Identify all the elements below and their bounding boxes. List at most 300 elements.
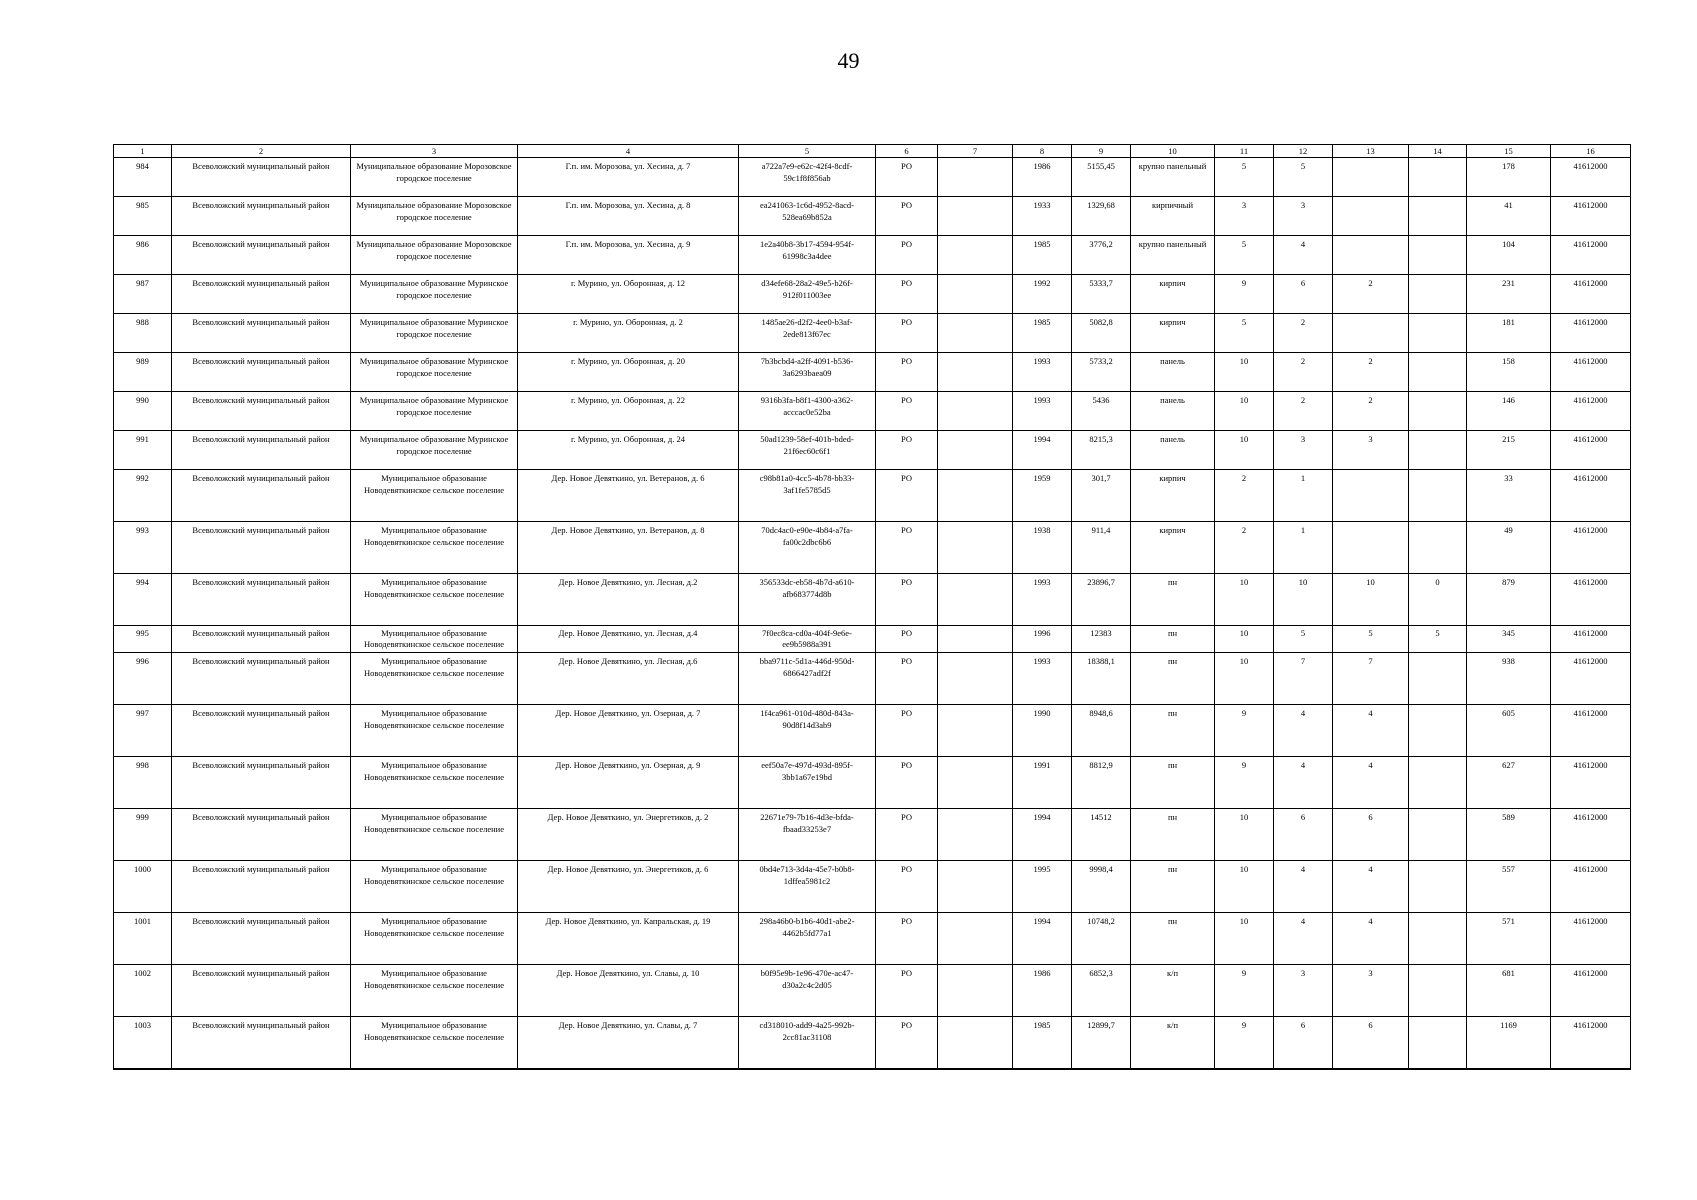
table-row xyxy=(114,522,1631,574)
table-cell-col-2: Всеволожский муниципальный район xyxy=(172,1017,351,1069)
table-cell-col-5: 7b3bcbd4-a2ff-4091-b536-3a6293baea09 xyxy=(739,353,876,392)
table-cell-col-8: 1993 xyxy=(1013,353,1072,392)
table-cell-col-5: 9316b3fa-b8f1-4300-a362-acccac0e52ba xyxy=(739,392,876,431)
table-cell-col-10: кирпич xyxy=(1131,275,1215,314)
table-cell-col-12: 1 xyxy=(1274,522,1333,574)
table-cell-col-4: Дер. Новое Девяткино, ул. Славы, д. 10 xyxy=(518,965,739,1017)
table-cell-col-16: 41612000 xyxy=(1551,757,1631,809)
table-cell-col-7 xyxy=(938,158,1013,197)
table-cell-col-16: 41612000 xyxy=(1551,626,1631,653)
table-cell-col-3: Муниципальное образование Новодевяткинское сельское поселение xyxy=(351,1017,518,1069)
table-cell-col-4: Дер. Новое Девяткино, ул. Лесная, д.4 xyxy=(518,626,739,653)
table-cell-col-10: пн xyxy=(1131,705,1215,757)
table-cell-col-3: Муниципальное образование Новодевяткинское сельское поселение xyxy=(351,913,518,965)
table-cell-col-6: РО xyxy=(876,431,938,470)
table-cell-col-5: cd318010-add9-4a25-992b-2cc81ac31108 xyxy=(739,1017,876,1069)
table-cell-col-8: 1986 xyxy=(1013,965,1072,1017)
table-cell-col-10: панель xyxy=(1131,431,1215,470)
table-cell-col-10: пн xyxy=(1131,574,1215,626)
table-row xyxy=(114,861,1631,913)
table-cell-col-15: 231 xyxy=(1467,275,1551,314)
table-cell-col-12: 2 xyxy=(1274,392,1333,431)
table-cell-col-2: Всеволожский муниципальный район xyxy=(172,353,351,392)
table-cell-col-7 xyxy=(938,913,1013,965)
table-cell-col-9: 8812,9 xyxy=(1072,757,1131,809)
table-cell-col-16: 41612000 xyxy=(1551,809,1631,861)
table-cell-col-6: РО xyxy=(876,236,938,275)
table-cell-col-4: Дер. Новое Девяткино, ул. Энергетиков, д. 2 xyxy=(518,809,739,861)
table-cell-col-10: панель xyxy=(1131,353,1215,392)
table-row xyxy=(114,353,1631,392)
table-cell-col-7 xyxy=(938,653,1013,705)
table-cell-col-4: Г.п. им. Морозова, ул. Хесина, д. 7 xyxy=(518,158,739,197)
table-cell-col-11: 9 xyxy=(1215,965,1274,1017)
table-cell-col-14 xyxy=(1409,522,1467,574)
table-cell-col-16: 41612000 xyxy=(1551,965,1631,1017)
table-cell-col-5: ea241063-1c6d-4952-8acd-528ea69b852a xyxy=(739,197,876,236)
column-header-7: 7 xyxy=(938,145,1013,158)
table-cell-col-15: 215 xyxy=(1467,431,1551,470)
table-cell-col-2: Всеволожский муниципальный район xyxy=(172,574,351,626)
table-cell-col-8: 1993 xyxy=(1013,392,1072,431)
table-cell-col-7 xyxy=(938,757,1013,809)
column-header-15: 15 xyxy=(1467,145,1551,158)
table-cell-col-5: b0f95e9b-1e96-470e-ac47-d30a2c4c2d05 xyxy=(739,965,876,1017)
table-cell-col-9: 12383 xyxy=(1072,626,1131,653)
table-cell-col-2: Всеволожский муниципальный район xyxy=(172,392,351,431)
table-cell-col-3: Муниципальное образование Муринское городское поселение xyxy=(351,392,518,431)
table-cell-col-15: 879 xyxy=(1467,574,1551,626)
column-header-16: 16 xyxy=(1551,145,1631,158)
table-cell-col-9: 5333,7 xyxy=(1072,275,1131,314)
table-cell-col-5: a722a7e9-e62c-42f4-8cdf-59c1f8f856ab xyxy=(739,158,876,197)
table-cell-col-4: Дер. Новое Девяткино, ул. Энергетиков, д. 6 xyxy=(518,861,739,913)
table-cell-col-1: 990 xyxy=(114,392,172,431)
table-cell-col-7 xyxy=(938,197,1013,236)
table-cell-col-1: 994 xyxy=(114,574,172,626)
table-row xyxy=(114,913,1631,965)
table-cell-col-14 xyxy=(1409,809,1467,861)
table-cell-col-9: 10748,2 xyxy=(1072,913,1131,965)
table-cell-col-2: Всеволожский муниципальный район xyxy=(172,861,351,913)
table-cell-col-13 xyxy=(1333,197,1409,236)
table-cell-col-11: 10 xyxy=(1215,653,1274,705)
table-cell-col-13: 4 xyxy=(1333,757,1409,809)
table-cell-col-11: 10 xyxy=(1215,431,1274,470)
table-cell-col-15: 104 xyxy=(1467,236,1551,275)
table-cell-col-11: 5 xyxy=(1215,314,1274,353)
table-cell-col-5: bba9711c-5d1a-446d-950d-6866427adf2f xyxy=(739,653,876,705)
table-cell-col-3: Муниципальное образование Муринское городское поселение xyxy=(351,353,518,392)
table-cell-col-15: 1169 xyxy=(1467,1017,1551,1069)
table-cell-col-13: 2 xyxy=(1333,392,1409,431)
table-cell-col-11: 10 xyxy=(1215,913,1274,965)
table-cell-col-13: 10 xyxy=(1333,574,1409,626)
table-cell-col-4: г. Мурино, ул. Оборонная, д. 22 xyxy=(518,392,739,431)
table-cell-col-2: Всеволожский муниципальный район xyxy=(172,705,351,757)
table-row xyxy=(114,197,1631,236)
table-cell-col-9: 23896,7 xyxy=(1072,574,1131,626)
table-cell-col-6: РО xyxy=(876,158,938,197)
table-row xyxy=(114,392,1631,431)
table-cell-col-9: 5082,8 xyxy=(1072,314,1131,353)
column-header-13: 13 xyxy=(1333,145,1409,158)
table-cell-col-10: пн xyxy=(1131,653,1215,705)
table-cell-col-14 xyxy=(1409,197,1467,236)
table-cell-col-1: 995 xyxy=(114,626,172,653)
table-cell-col-11: 3 xyxy=(1215,197,1274,236)
table-cell-col-14: 5 xyxy=(1409,626,1467,653)
table-cell-col-6: РО xyxy=(876,522,938,574)
table-cell-col-11: 9 xyxy=(1215,1017,1274,1069)
table-cell-col-8: 1993 xyxy=(1013,653,1072,705)
table-cell-col-5: 1e2a40b8-3b17-4594-954f-61998c3a4dee xyxy=(739,236,876,275)
column-header-8: 8 xyxy=(1013,145,1072,158)
table-cell-col-8: 1985 xyxy=(1013,314,1072,353)
table-cell-col-1: 1002 xyxy=(114,965,172,1017)
table-cell-col-8: 1990 xyxy=(1013,705,1072,757)
table-cell-col-12: 6 xyxy=(1274,809,1333,861)
table-cell-col-3: Муниципальное образование Новодевяткинское сельское поселение xyxy=(351,522,518,574)
table-cell-col-8: 1938 xyxy=(1013,522,1072,574)
table-cell-col-11: 9 xyxy=(1215,757,1274,809)
table-cell-col-4: Дер. Новое Девяткино, ул. Лесная, д.6 xyxy=(518,653,739,705)
table-cell-col-13: 6 xyxy=(1333,1017,1409,1069)
table-cell-col-2: Всеволожский муниципальный район xyxy=(172,965,351,1017)
table-cell-col-4: г. Мурино, ул. Оборонная, д. 2 xyxy=(518,314,739,353)
table-cell-col-8: 1985 xyxy=(1013,236,1072,275)
table-cell-col-9: 9998,4 xyxy=(1072,861,1131,913)
table-cell-col-15: 345 xyxy=(1467,626,1551,653)
table-row xyxy=(114,1017,1631,1069)
table-row xyxy=(114,314,1631,353)
table-cell-col-3: Муниципальное образование Новодевяткинское сельское поселение xyxy=(351,757,518,809)
table-cell-col-10: крупно панельный xyxy=(1131,236,1215,275)
table-cell-col-4: Дер. Новое Девяткино, ул. Лесная, д.2 xyxy=(518,574,739,626)
table-cell-col-7 xyxy=(938,705,1013,757)
table-cell-col-12: 4 xyxy=(1274,705,1333,757)
table-cell-col-15: 158 xyxy=(1467,353,1551,392)
table-cell-col-8: 1985 xyxy=(1013,1017,1072,1069)
table-cell-col-9: 1329,68 xyxy=(1072,197,1131,236)
table-cell-col-2: Всеволожский муниципальный район xyxy=(172,809,351,861)
table-cell-col-1: 998 xyxy=(114,757,172,809)
table-cell-col-13 xyxy=(1333,470,1409,522)
table-cell-col-8: 1996 xyxy=(1013,626,1072,653)
table-cell-col-13 xyxy=(1333,236,1409,275)
table-cell-col-13: 6 xyxy=(1333,809,1409,861)
table-cell-col-12: 4 xyxy=(1274,861,1333,913)
table-cell-col-10: пн xyxy=(1131,861,1215,913)
table-cell-col-14 xyxy=(1409,392,1467,431)
table-cell-col-4: Г.п. им. Морозова, ул. Хесина, д. 9 xyxy=(518,236,739,275)
table-cell-col-1: 997 xyxy=(114,705,172,757)
table-cell-col-13: 7 xyxy=(1333,653,1409,705)
table-cell-col-15: 146 xyxy=(1467,392,1551,431)
table-cell-col-7 xyxy=(938,809,1013,861)
table-cell-col-11: 5 xyxy=(1215,236,1274,275)
table-cell-col-8: 1994 xyxy=(1013,809,1072,861)
table-cell-col-12: 3 xyxy=(1274,197,1333,236)
table-cell-col-8: 1995 xyxy=(1013,861,1072,913)
table-cell-col-10: кирпич xyxy=(1131,470,1215,522)
table-cell-col-16: 41612000 xyxy=(1551,158,1631,197)
table-cell-col-14 xyxy=(1409,757,1467,809)
table-cell-col-13: 5 xyxy=(1333,626,1409,653)
table-cell-col-3: Муниципальное образование Муринское городское поселение xyxy=(351,314,518,353)
table-cell-col-16: 41612000 xyxy=(1551,431,1631,470)
table-cell-col-7 xyxy=(938,236,1013,275)
table-cell-col-16: 41612000 xyxy=(1551,861,1631,913)
column-header-6: 6 xyxy=(876,145,938,158)
table-row xyxy=(114,965,1631,1017)
table-cell-col-5: 298a46b0-b1b6-40d1-abe2-4462b5fd77a1 xyxy=(739,913,876,965)
table-cell-col-3: Муниципальное образование Новодевяткинское сельское поселение xyxy=(351,626,518,653)
table-cell-col-9: 6852,3 xyxy=(1072,965,1131,1017)
table-cell-col-6: РО xyxy=(876,353,938,392)
table-cell-col-2: Всеволожский муниципальный район xyxy=(172,158,351,197)
table-row xyxy=(114,574,1631,626)
table-cell-col-7 xyxy=(938,431,1013,470)
table-row xyxy=(114,809,1631,861)
table-cell-col-16: 41612000 xyxy=(1551,1017,1631,1069)
table-cell-col-4: Дер. Новое Девяткино, ул. Ветеранов, д. 8 xyxy=(518,522,739,574)
table-cell-col-8: 1993 xyxy=(1013,574,1072,626)
table-cell-col-12: 2 xyxy=(1274,314,1333,353)
table-cell-col-3: Муниципальное образование Новодевяткинское сельское поселение xyxy=(351,653,518,705)
table-cell-col-16: 41612000 xyxy=(1551,353,1631,392)
table-cell-col-3: Муниципальное образование Новодевяткинское сельское поселение xyxy=(351,861,518,913)
table-cell-col-1: 991 xyxy=(114,431,172,470)
table-cell-col-16: 41612000 xyxy=(1551,574,1631,626)
table-cell-col-10: панель xyxy=(1131,392,1215,431)
table-cell-col-2: Всеволожский муниципальный район xyxy=(172,626,351,653)
table-cell-col-7 xyxy=(938,965,1013,1017)
table-cell-col-14 xyxy=(1409,158,1467,197)
table-cell-col-4: г. Мурино, ул. Оборонная, д. 20 xyxy=(518,353,739,392)
column-header-3: 3 xyxy=(351,145,518,158)
table-cell-col-5: eef50a7e-497d-493d-895f-3bb1a67e19bd xyxy=(739,757,876,809)
table-cell-col-6: РО xyxy=(876,574,938,626)
table-cell-col-10: крупно панельный xyxy=(1131,158,1215,197)
table-cell-col-15: 938 xyxy=(1467,653,1551,705)
table-cell-col-6: РО xyxy=(876,913,938,965)
table-cell-col-4: г. Мурино, ул. Оборонная, д. 24 xyxy=(518,431,739,470)
table-cell-col-8: 1994 xyxy=(1013,431,1072,470)
table-cell-col-15: 49 xyxy=(1467,522,1551,574)
table-cell-col-1: 987 xyxy=(114,275,172,314)
table-cell-col-12: 4 xyxy=(1274,913,1333,965)
table-cell-col-8: 1992 xyxy=(1013,275,1072,314)
table-cell-col-16: 41612000 xyxy=(1551,470,1631,522)
table-cell-col-7 xyxy=(938,275,1013,314)
table-row xyxy=(114,431,1631,470)
table-cell-col-6: РО xyxy=(876,965,938,1017)
table-cell-col-6: РО xyxy=(876,314,938,353)
table-cell-col-13: 2 xyxy=(1333,353,1409,392)
table-cell-col-13: 4 xyxy=(1333,913,1409,965)
table-cell-col-15: 557 xyxy=(1467,861,1551,913)
table-cell-col-1: 992 xyxy=(114,470,172,522)
table-row xyxy=(114,705,1631,757)
table-cell-col-7 xyxy=(938,522,1013,574)
table-cell-col-12: 5 xyxy=(1274,158,1333,197)
table-cell-col-5: 70dc4ac0-e90e-4b84-a7fa-fa00c2dbc6b6 xyxy=(739,522,876,574)
table-cell-col-10: кирпич xyxy=(1131,314,1215,353)
table-cell-col-4: Дер. Новое Девяткино, ул. Озерная, д. 9 xyxy=(518,757,739,809)
table-cell-col-15: 178 xyxy=(1467,158,1551,197)
table-cell-col-14: 0 xyxy=(1409,574,1467,626)
table-cell-col-4: Дер. Новое Девяткино, ул. Славы, д. 7 xyxy=(518,1017,739,1069)
table-cell-col-11: 9 xyxy=(1215,705,1274,757)
table-cell-col-2: Всеволожский муниципальный район xyxy=(172,757,351,809)
table-cell-col-12: 1 xyxy=(1274,470,1333,522)
table-cell-col-11: 2 xyxy=(1215,522,1274,574)
table-cell-col-11: 10 xyxy=(1215,626,1274,653)
table-cell-col-1: 999 xyxy=(114,809,172,861)
table-cell-col-5: c98b81a0-4cc5-4b78-bb33-3af1fe5785d5 xyxy=(739,470,876,522)
table-cell-col-8: 1959 xyxy=(1013,470,1072,522)
table-cell-col-15: 681 xyxy=(1467,965,1551,1017)
table-cell-col-14 xyxy=(1409,913,1467,965)
column-header-11: 11 xyxy=(1215,145,1274,158)
table-cell-col-16: 41612000 xyxy=(1551,314,1631,353)
table-cell-col-9: 8215,3 xyxy=(1072,431,1131,470)
table-cell-col-14 xyxy=(1409,470,1467,522)
table-cell-col-5: 0bd4e713-3d4a-45e7-b0b8-1dffea5981c2 xyxy=(739,861,876,913)
table-cell-col-9: 911,4 xyxy=(1072,522,1131,574)
table-cell-col-3: Муниципальное образование Новодевяткинское сельское поселение xyxy=(351,470,518,522)
table-cell-col-3: Муниципальное образование Новодевяткинское сельское поселение xyxy=(351,809,518,861)
table-cell-col-11: 10 xyxy=(1215,809,1274,861)
table-cell-col-14 xyxy=(1409,653,1467,705)
table-cell-col-3: Муниципальное образование Муринское городское поселение xyxy=(351,431,518,470)
table-cell-col-2: Всеволожский муниципальный район xyxy=(172,431,351,470)
table-cell-col-9: 5436 xyxy=(1072,392,1131,431)
table-cell-col-1: 984 xyxy=(114,158,172,197)
table-cell-col-6: РО xyxy=(876,653,938,705)
table-cell-col-11: 10 xyxy=(1215,574,1274,626)
table-cell-col-2: Всеволожский муниципальный район xyxy=(172,470,351,522)
table-cell-col-2: Всеволожский муниципальный район xyxy=(172,913,351,965)
table-cell-col-1: 988 xyxy=(114,314,172,353)
table-cell-col-16: 41612000 xyxy=(1551,653,1631,705)
table-cell-col-9: 8948,6 xyxy=(1072,705,1131,757)
table-cell-col-5: 22671e79-7b16-4d3e-bfda-fbaad33253e7 xyxy=(739,809,876,861)
table-cell-col-10: пн xyxy=(1131,757,1215,809)
table-cell-col-8: 1991 xyxy=(1013,757,1072,809)
table-cell-col-13 xyxy=(1333,314,1409,353)
table-cell-col-9: 14512 xyxy=(1072,809,1131,861)
table-cell-col-16: 41612000 xyxy=(1551,236,1631,275)
table-body xyxy=(114,158,1631,1069)
table-cell-col-6: РО xyxy=(876,275,938,314)
page-number: 49 xyxy=(837,48,860,73)
table-cell-col-7 xyxy=(938,470,1013,522)
table-cell-col-14 xyxy=(1409,236,1467,275)
table-cell-col-3: Муниципальное образование Новодевяткинское сельское поселение xyxy=(351,965,518,1017)
table-cell-col-2: Всеволожский муниципальный район xyxy=(172,197,351,236)
table-cell-col-4: г. Мурино, ул. Оборонная, д. 12 xyxy=(518,275,739,314)
table-cell-col-7 xyxy=(938,574,1013,626)
table-cell-col-6: РО xyxy=(876,757,938,809)
table-cell-col-12: 4 xyxy=(1274,757,1333,809)
table-cell-col-13: 4 xyxy=(1333,861,1409,913)
table-cell-col-4: Дер. Новое Девяткино, ул. Озерная, д. 7 xyxy=(518,705,739,757)
table-cell-col-12: 5 xyxy=(1274,626,1333,653)
table-cell-col-3: Муниципальное образование Морозовское городское поселение xyxy=(351,197,518,236)
table-cell-col-3: Муниципальное образование Новодевяткинское сельское поселение xyxy=(351,574,518,626)
table-cell-col-10: пн xyxy=(1131,809,1215,861)
table-cell-col-7 xyxy=(938,626,1013,653)
table-cell-col-13: 4 xyxy=(1333,705,1409,757)
table-cell-col-11: 10 xyxy=(1215,392,1274,431)
table-cell-col-1: 986 xyxy=(114,236,172,275)
table-cell-col-4: Дер. Новое Девяткино, ул. Ветеранов, д. 6 xyxy=(518,470,739,522)
table-cell-col-7 xyxy=(938,392,1013,431)
table-cell-col-10: кирпич xyxy=(1131,522,1215,574)
table-cell-col-9: 301,7 xyxy=(1072,470,1131,522)
table-cell-col-8: 1994 xyxy=(1013,913,1072,965)
table-cell-col-5: 50ad1239-58ef-401b-bded-21f6ec60c6f1 xyxy=(739,431,876,470)
table-cell-col-16: 41612000 xyxy=(1551,197,1631,236)
table-cell-col-4: Дер. Новое Девяткино, ул. Капральская, д. 19 xyxy=(518,913,739,965)
table-cell-col-3: Муниципальное образование Морозовское городское поселение xyxy=(351,236,518,275)
table-cell-col-14 xyxy=(1409,965,1467,1017)
table-cell-col-14 xyxy=(1409,353,1467,392)
table-cell-col-15: 605 xyxy=(1467,705,1551,757)
table-cell-col-5: 1485ae26-d2f2-4ee0-b3af-2ede813f67ec xyxy=(739,314,876,353)
column-header-9: 9 xyxy=(1072,145,1131,158)
table-cell-col-11: 2 xyxy=(1215,470,1274,522)
table-cell-col-1: 993 xyxy=(114,522,172,574)
table-cell-col-9: 3776,2 xyxy=(1072,236,1131,275)
table-cell-col-7 xyxy=(938,314,1013,353)
table-cell-col-6: РО xyxy=(876,809,938,861)
header-row xyxy=(114,145,1631,158)
table-cell-col-14 xyxy=(1409,314,1467,353)
table-cell-col-15: 33 xyxy=(1467,470,1551,522)
table-cell-col-2: Всеволожский муниципальный район xyxy=(172,314,351,353)
table-cell-col-2: Всеволожский муниципальный район xyxy=(172,522,351,574)
table-cell-col-8: 1986 xyxy=(1013,158,1072,197)
table-row xyxy=(114,653,1631,705)
table-cell-col-2: Всеволожский муниципальный район xyxy=(172,236,351,275)
column-header-1: 1 xyxy=(114,145,172,158)
table-cell-col-5: d34efe68-28a2-49e5-b26f-912f011003ee xyxy=(739,275,876,314)
table-row xyxy=(114,236,1631,275)
table-cell-col-14 xyxy=(1409,861,1467,913)
table-cell-col-9: 5155,45 xyxy=(1072,158,1131,197)
table-cell-col-1: 996 xyxy=(114,653,172,705)
table-cell-col-15: 589 xyxy=(1467,809,1551,861)
table-cell-col-13 xyxy=(1333,522,1409,574)
table-cell-col-11: 5 xyxy=(1215,158,1274,197)
table-cell-col-13 xyxy=(1333,158,1409,197)
table-cell-col-16: 41612000 xyxy=(1551,522,1631,574)
table-cell-col-15: 627 xyxy=(1467,757,1551,809)
table-row xyxy=(114,158,1631,197)
table-cell-col-12: 7 xyxy=(1274,653,1333,705)
table-cell-col-11: 10 xyxy=(1215,353,1274,392)
table-cell-col-1: 985 xyxy=(114,197,172,236)
column-header-14: 14 xyxy=(1409,145,1467,158)
table-row xyxy=(114,470,1631,522)
table-cell-col-11: 9 xyxy=(1215,275,1274,314)
table-cell-col-14 xyxy=(1409,275,1467,314)
table-cell-col-6: РО xyxy=(876,705,938,757)
table-cell-col-15: 41 xyxy=(1467,197,1551,236)
